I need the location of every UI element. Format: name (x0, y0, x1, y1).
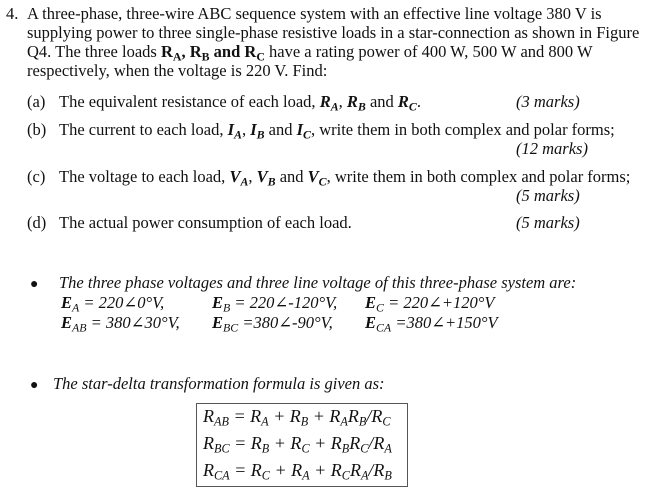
bullet-2: ● (30, 378, 39, 393)
part-a-marks: (3 marks) (516, 92, 580, 111)
formula-rca: $R_{CA} = R_C + R_A + R_CR_A/R_B$ (203, 460, 392, 483)
question-number: 4. (6, 4, 19, 23)
part-c-label: (c) (27, 167, 46, 186)
intro-line-3-start: Q4. The three loads (27, 42, 157, 61)
part-d-marks: (5 marks) (516, 213, 580, 232)
part-b-label: (b) (27, 120, 47, 139)
intro-line-3 (27, 42, 593, 64)
phase-voltage-b: $E_B$ = 220∠-120°V, (212, 293, 338, 315)
intro-line-3-end: have a rating power of 400 W, 500 W and 800 W (269, 42, 593, 61)
formula-rbc: $R_{BC} = R_B + R_C + R_BR_C/R_A$ (203, 433, 392, 456)
phase-voltage-c: $E_C$ = 220∠+120°V (365, 293, 495, 315)
star-delta-intro: The star-delta transformation formula is given as: (53, 374, 385, 393)
star-delta-formula-box (196, 403, 408, 487)
intro-line-4: respectively, when the voltage is 220 V. Find: (27, 61, 328, 80)
line-voltage-ab: $E_{AB}$ = 380∠30°V, (61, 313, 180, 335)
part-a-label: (a) (27, 92, 46, 111)
part-d-text: The actual power consumption of each load. (59, 213, 352, 232)
bullet-1: ● (30, 277, 39, 292)
loads-symbols: $R_A$, $R_B$ and $R_C$ (160, 42, 265, 64)
phase-voltage-a: $E_A$ = 220∠0°V, (61, 293, 165, 315)
phase-voltages-intro: The three phase voltages and three line voltage of this three-phase system are: (59, 273, 577, 292)
part-b-marks: (12 marks) (516, 139, 588, 158)
formula-rab: $R_{AB} = R_A + R_B + R_AR_B/R_C$ (203, 406, 391, 429)
part-c-text: The voltage to each load, $V_A$, $V_B$ and $V_C$, write them in both complex and polar forms; (59, 167, 631, 189)
part-d-label: (d) (27, 213, 47, 232)
line-voltage-bc: $E_{BC}$ =380∠-90°V, (212, 313, 333, 335)
part-a-text: The equivalent resistance of each load, $R_A$, $R_B$ and $R_C$. (59, 92, 421, 114)
part-c-marks: (5 marks) (516, 186, 580, 205)
intro-line-1: A three-phase, three-wire ABC sequence system with an effective line voltage 380 V is (27, 4, 602, 23)
intro-line-2: supplying power to three single-phase resistive loads in a star-connection as shown in Figure (27, 23, 640, 42)
line-voltage-ca: $E_{CA}$ =380∠+150°V (365, 313, 498, 335)
part-b-text: The current to each load, $I_A$, $I_B$ and $I_C$, write them in both complex and polar forms; (59, 120, 615, 142)
